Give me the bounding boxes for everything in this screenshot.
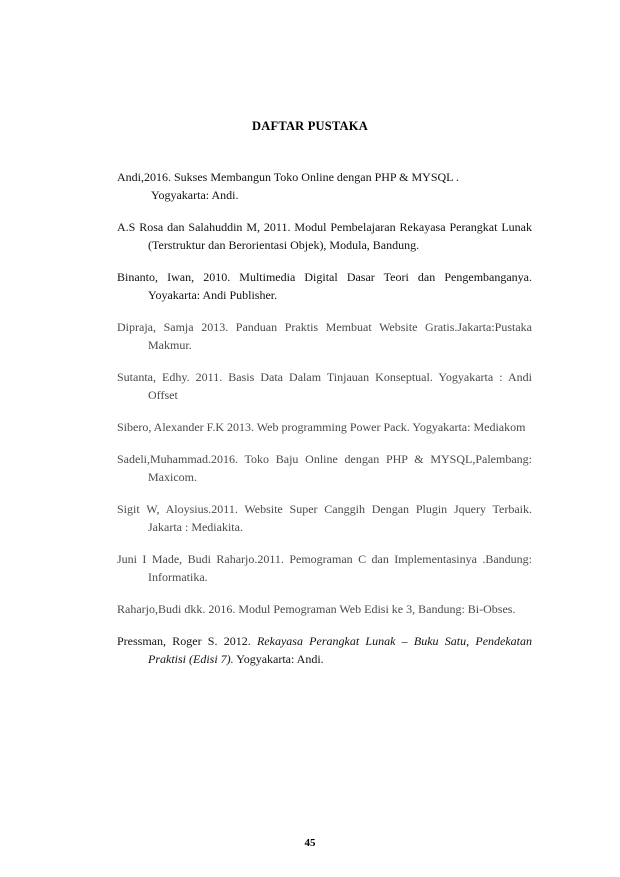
reference-text: Andi,2016. Sukses Membangun Toko Online dengan PHP & MYSQL . <box>117 170 460 184</box>
reference-author: Pressman, Roger S. 2012. <box>117 634 251 648</box>
reference-item: Sutanta, Edhy. 2011. Basis Data Dalam Tinjauan Konseptual. Yogyakarta : Andi Offset <box>117 370 532 402</box>
reference-publisher: Yogyakarta: Andi. <box>236 652 324 666</box>
reference-item: Dipraja, Samja 2013. Panduan Praktis Membuat Website Gratis.Jakarta:Pustaka Makmur. <box>117 320 532 352</box>
reference-item <box>117 168 532 204</box>
reference-item: A.S Rosa dan Salahuddin M, 2011. Modul Pembelajaran Rekayasa Perangkat Lunak (Terstruktur dan Berorientasi Objek), Modula, Bandung. <box>117 220 532 252</box>
reference-list <box>117 168 532 682</box>
reference-item: Sibero, Alexander F.K 2013. Web programming Power Pack. Yogyakarta: Mediakom <box>117 420 526 434</box>
reference-title: Rekayasa Perangkat Lunak – Buku Satu, Pendekatan Praktisi (Edisi 7). <box>148 634 533 666</box>
reference-item <box>117 632 532 668</box>
reference-item: Juni I Made, Budi Raharjo.2011. Pemograman C dan Implementasinya .Bandung: Informatika. <box>117 552 532 584</box>
page-title: DAFTAR PUSTAKA <box>252 119 368 133</box>
reference-continuation: Yogyakarta: Andi. <box>151 188 239 202</box>
reference-item: Sadeli,Muhammad.2016. Toko Baju Online dengan PHP & MYSQL,Palembang: Maxicom. <box>117 452 532 484</box>
reference-item: Binanto, Iwan, 2010. Multimedia Digital Dasar Teori dan Pengembanganya. Yoyakarta: Andi Publisher. <box>117 270 532 302</box>
page-number: 45 <box>304 837 316 849</box>
reference-item: Sigit W, Aloysius.2011. Website Super Canggih Dengan Plugin Jquery Terbaik. Jakarta : Mediakita. <box>117 502 532 534</box>
reference-item: Raharjo,Budi dkk. 2016. Modul Pemograman Web Edisi ke 3, Bandung: Bi-Obses. <box>117 602 516 616</box>
